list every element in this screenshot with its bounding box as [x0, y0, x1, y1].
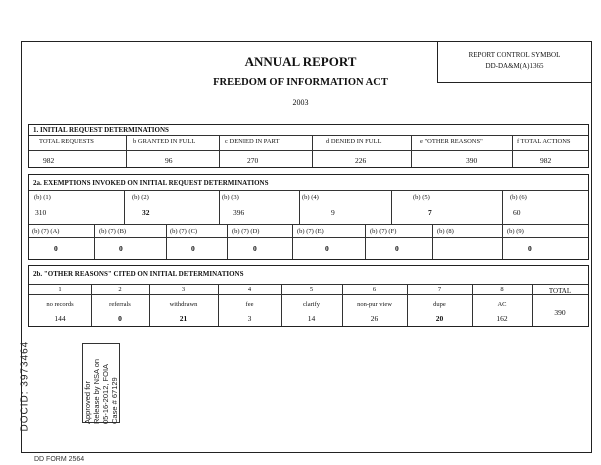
col-other-reasons-label: e "OTHER REASONS" — [420, 138, 483, 145]
report-subtitle: FREEDOM OF INFORMATION ACT — [213, 77, 388, 88]
granted-in-full-value: 96 — [165, 156, 173, 165]
exemption-b4-value: 9 — [331, 208, 335, 217]
exemption-b7a-value: 0 — [54, 244, 58, 253]
exemption-b7b-label: (b) (7) (B) — [99, 228, 127, 235]
reason-referrals-value: 0 — [118, 314, 122, 323]
exemption-b2-value: 32 — [142, 208, 150, 217]
col-granted-in-full-label: b GRANTED IN FULL — [133, 138, 196, 145]
reason-no-records-value: 144 — [54, 314, 66, 323]
exemption-b3-label: (b) (3) — [222, 194, 239, 201]
stamp-line-1: Approved for — [83, 381, 92, 424]
exemption-b1-label: (b) (1) — [34, 194, 51, 201]
reason-ac-value: 162 — [496, 314, 508, 323]
denied-in-full-value: 226 — [355, 156, 367, 165]
exemption-b1-value: 310 — [35, 208, 47, 217]
exemption-b5-value: 7 — [428, 208, 432, 217]
release-approval-stamp — [82, 343, 120, 423]
report-year: 2003 — [292, 98, 309, 107]
exemption-b6-value: 60 — [513, 208, 521, 217]
control-symbol-code: DD-DA&M(A)1365 — [485, 62, 544, 70]
reason-col-4-number: 4 — [247, 286, 252, 293]
stamp-line-4: Case # 67129 — [110, 377, 119, 424]
reason-col-5-number: 5 — [309, 286, 314, 293]
denied-in-part-value: 270 — [247, 156, 259, 165]
reason-total-value: 390 — [554, 308, 566, 317]
document-id: DOCID: 3973464 — [19, 340, 31, 432]
exemption-b5-label: (b) (5) — [413, 194, 430, 201]
col-total-requests-label: TOTAL REQUESTS — [39, 138, 94, 145]
section2b-title: 2b. "OTHER REASONS" CITED ON INITIAL DETERMINATIONS — [33, 270, 244, 278]
reason-referrals-label: referrals — [109, 301, 131, 308]
exemption-b3-value: 396 — [233, 208, 245, 217]
exemption-b7c-value: 0 — [191, 244, 195, 253]
control-symbol-label: REPORT CONTROL SYMBOL — [468, 51, 561, 59]
section-initial-request-determinations — [28, 124, 589, 168]
stamp-line-3: 05-16-2012, FOIA — [101, 363, 110, 424]
reason-non-pur-view-value: 26 — [370, 314, 379, 323]
exemption-b8-label: (b) (8) — [437, 228, 454, 235]
total-requests-value: 982 — [43, 156, 55, 165]
col-total-actions-label: f TOTAL ACTIONS — [517, 138, 571, 145]
exemption-b7a-label: (b) (7) (A) — [32, 228, 60, 235]
exemption-b4-label: (b) (4) — [302, 194, 319, 201]
reason-col-2-number: 2 — [118, 286, 122, 293]
reason-fee-value: 3 — [247, 314, 252, 323]
reason-ac-label: AC — [497, 301, 507, 308]
stamp-text — [83, 344, 121, 424]
col-denied-in-full-label: d DENIED IN FULL — [326, 138, 382, 145]
reason-clarify-value: 14 — [307, 314, 316, 323]
reason-col-6-number: 6 — [372, 286, 377, 293]
col-denied-in-part-label: c DENIED IN PART — [225, 138, 280, 145]
reason-non-pur-view-label: non-pur view — [357, 301, 392, 308]
reason-fee-label: fee — [245, 301, 254, 308]
section-other-reasons-cited — [28, 265, 589, 327]
total-actions-value: 982 — [540, 156, 552, 165]
reason-withdrawn-label: withdrawn — [169, 301, 198, 308]
reason-withdrawn-value: 21 — [179, 314, 188, 323]
exemption-b7c-label: (b) (7) (C) — [170, 228, 198, 235]
reason-col-1-number: 1 — [58, 286, 62, 293]
report-title: ANNUAL REPORT — [244, 54, 357, 69]
exemption-b9-label: (b) (9) — [507, 228, 524, 235]
reason-no-records-label: no records — [46, 301, 74, 308]
exemption-b7f-label: (b) (7) (F) — [370, 228, 397, 235]
reason-col-8-number: 8 — [500, 286, 504, 293]
exemption-b7d-label: (b) (7) (D) — [232, 228, 260, 235]
exemption-b6-label: (b) (6) — [510, 194, 527, 201]
section2a-title: 2a. EXEMPTIONS INVOKED ON INITIAL REQUEST DETERMINATIONS — [33, 179, 269, 187]
reason-dupe-value: 20 — [435, 314, 444, 323]
reason-col-7-number: 7 — [437, 286, 442, 293]
reason-clarify-label: clarify — [303, 301, 320, 308]
exemption-b7d-value: 0 — [253, 244, 257, 253]
form-footer: DD FORM 2564 — [34, 456, 85, 463]
other-reasons-value: 390 — [466, 156, 478, 165]
reason-dupe-label: dupe — [433, 301, 446, 308]
stamp-line-2: Release by NSA on — [92, 358, 101, 424]
exemption-b9-value: 0 — [528, 244, 532, 253]
section-exemptions-invoked — [28, 174, 589, 260]
exemption-b7e-value: 0 — [325, 244, 329, 253]
reason-col-total-header: TOTAL — [548, 287, 572, 295]
exemption-b7b-value: 0 — [119, 244, 123, 253]
exemption-b7e-label: (b) (7) (E) — [297, 228, 324, 235]
exemption-b2-label: (b) (2) — [132, 194, 149, 201]
exemption-b7f-value: 0 — [395, 244, 399, 253]
reason-col-3-number: 3 — [181, 286, 186, 293]
section1-title: 1. INITIAL REQUEST DETERMINATIONS — [33, 126, 169, 134]
